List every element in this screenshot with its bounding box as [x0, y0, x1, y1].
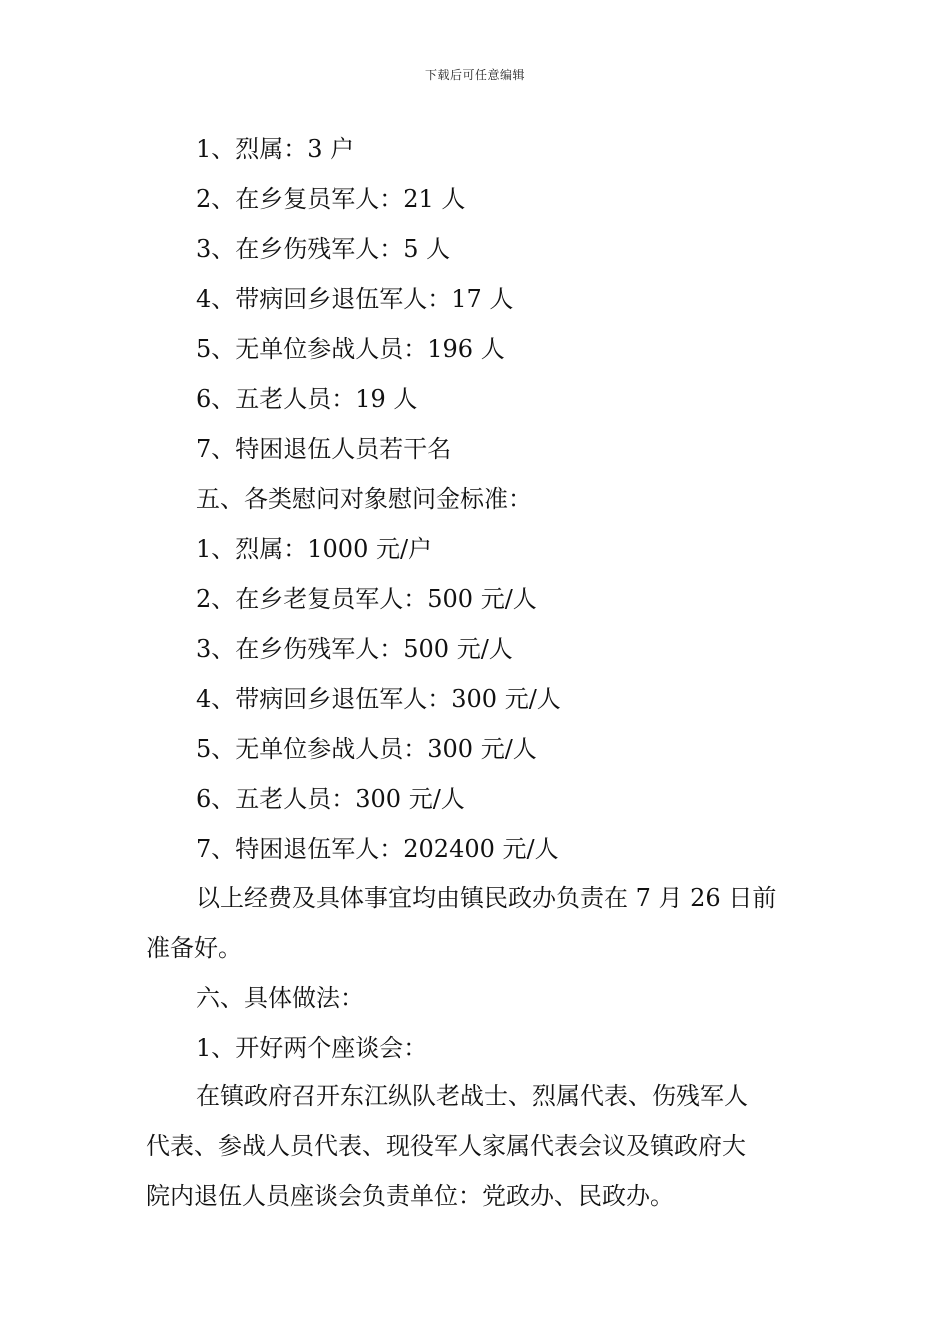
funding-paragraph-line: 准备好。	[146, 934, 242, 962]
page-header: 下载后可任意编辑	[424, 68, 525, 82]
count-item: 7、特困退伍人员若干名	[196, 435, 452, 463]
count-item: 2、在乡复员军人：21 人	[196, 185, 466, 213]
section-heading: 六、具体做法：	[196, 984, 364, 1012]
method-heading: 1、开好两个座谈会：	[196, 1034, 428, 1062]
method-paragraph-line: 院内退伍人员座谈会负责单位：党政办、民政办。	[146, 1182, 674, 1210]
standard-item: 7、特困退伍军人：202400 元/人	[196, 835, 559, 863]
funding-paragraph-line: 以上经费及具体事宜均由镇民政办负责在 7 月 26 日前	[196, 884, 777, 912]
standard-item: 2、在乡老复员军人：500 元/人	[196, 585, 537, 613]
count-item: 3、在乡伤残军人：5 人	[196, 235, 451, 263]
standard-item: 3、在乡伤残军人：500 元/人	[196, 635, 513, 663]
standard-item: 4、带病回乡退伍军人：300 元/人	[196, 685, 561, 713]
section-heading: 五、各类慰问对象慰问金标准：	[196, 485, 532, 513]
standard-item: 1、烈属：1000 元/户	[196, 535, 433, 563]
standard-item: 6、五老人员：300 元/人	[196, 785, 465, 813]
count-item: 4、带病回乡退伍军人：17 人	[196, 285, 514, 313]
method-paragraph-line: 代表、参战人员代表、现役军人家属代表会议及镇政府大	[146, 1132, 746, 1160]
count-item: 5、无单位参战人员：196 人	[196, 335, 505, 363]
count-item: 6、五老人员：19 人	[196, 385, 418, 413]
standard-item: 5、无单位参战人员：300 元/人	[196, 735, 537, 763]
method-paragraph-line: 在镇政府召开东江纵队老战士、烈属代表、伤残军人	[196, 1082, 748, 1110]
count-item: 1、烈属：3 户	[196, 135, 355, 163]
